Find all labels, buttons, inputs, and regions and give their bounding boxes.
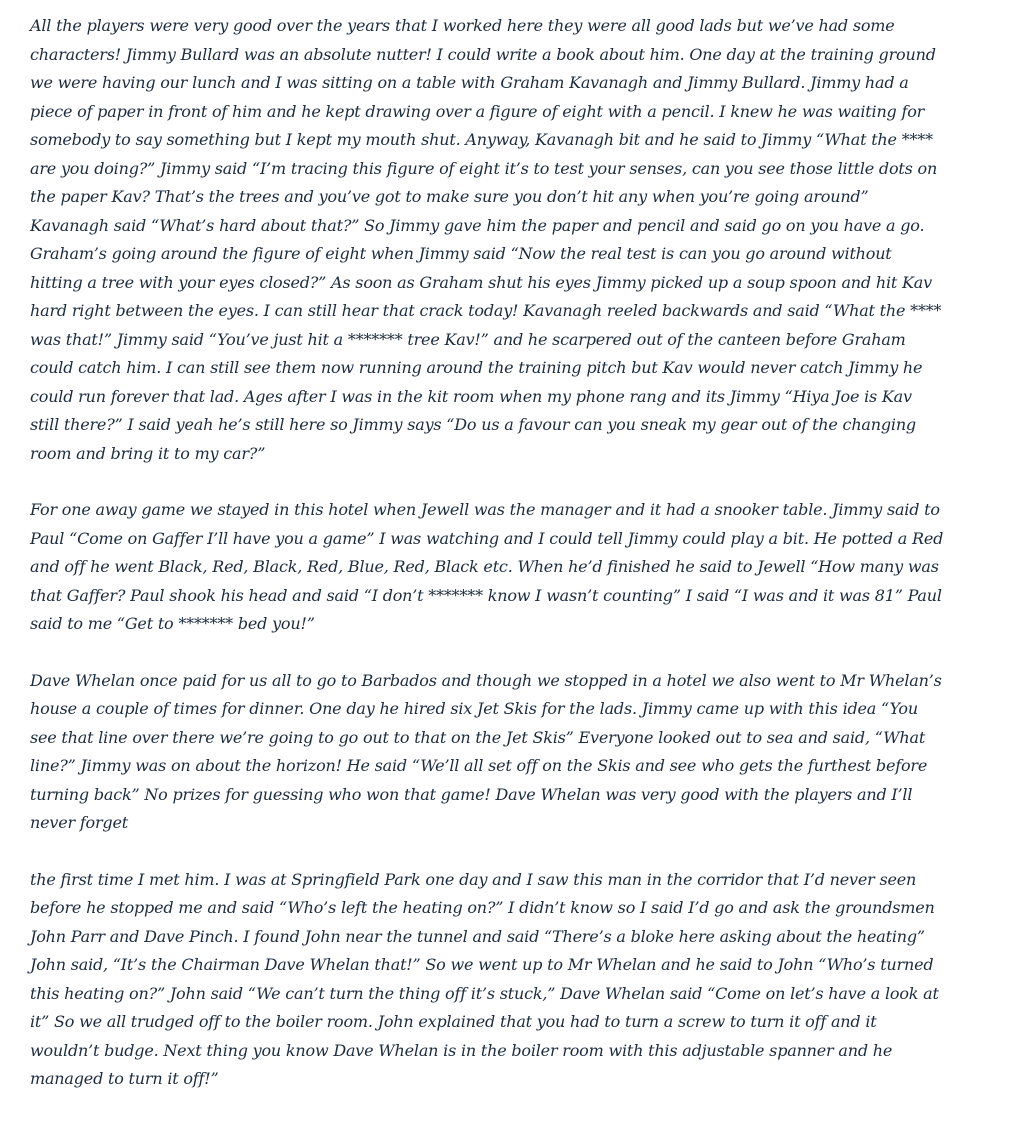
paragraph-bullard-kavanagh: All the players were very good over the years that I worked here they were all good lads but we’ve had some characters! Jimmy Bullard was an absolute nutter! I could write a book about him. One day at the training ground we were having our lunch and I was sitting on a table with Graham Kavanagh and Jimmy Bullard. Jimmy had a piece of paper in front of him and he kept drawing over a figure of eight with a pencil. I knew he was waiting for somebody to say something but I kept my mouth shut. Anyway, Kavanagh bit and he said to Jimmy “What the **** are you doing?” Jimmy said “I’m tracing this figure of eight it’s to test your senses, can you see those little dots on the paper Kav? That’s the trees and you’ve got to make sure you don’t hit any when you’re going around” Kavanagh said “What’s hard about that?” So Jimmy gave him the paper and pencil and said go on you have a go. Graham’s going around the figure of eight when Jimmy said “Now the real test is can you go around without hitting a tree with your eyes closed?” As soon as Graham shut his eyes Jimmy picked up a soup spoon and hit Kav hard right between the eyes. I can still hear that crack today! Kavanagh reeled backwards and said “What the **** was that!” Jimmy said “You’ve just hit a ******* tree Kav!” and he scarpered out of the canteen before Graham could catch him. I can still see them now running around the training pitch but Kav would never catch Jimmy he could run forever that lad. Ages after I was in the kit room when my phone rang and its Jimmy “Hiya Joe is Kav still there?” I said yeah he’s still here so Jimmy says “Do us a favour can you sneak my gear out of the changing room and bring it to my car?” bbox=[30, 16, 942, 463]
paragraph-snooker: For one away game we stayed in this hotel when Jewell was the manager and it had a snooker table. Jimmy said to Paul “Come on Gaffer I’ll have you a game” I was watching and I could tell Jimmy could play a bit. He potted a Red and off he went Black, Red, Black, Red, Blue, Red, Black etc. When he’d finished he said to Jewell “How many was that Gaffer? Paul shook his head and said “I don’t ******* know I wasn’t counting” I said “I was and it was 81” Paul said to me “Get to ******* bed you!” bbox=[30, 500, 944, 633]
article-body bbox=[30, 12, 945, 1122]
paragraph-barbados: Dave Whelan once paid for us all to go to Barbados and though we stopped in a hotel we also went to Mr Whelan’s house a couple of times for dinner. One day he hired six Jet Skis for the lads. Jimmy came up with this idea “You see that line over there we’re going to go out to that on the Jet Skis” Everyone looked out to sea and said, “What line?” Jimmy was on about the horizon! He said “We’ll all set off on the Skis and see who gets the furthest before turning back” No prizes for guessing who won that game! Dave Whelan was very good with the players and I’ll never forget bbox=[30, 670, 942, 832]
paragraph-heating: the first time I met him. I was at Springfield Park one day and I saw this man in the corridor that I’d never seen before he stopped me and said “Who’s left the heating on?” I didn’t know so I said I’d go and ask the groundsmen John Parr and Dave Pinch. I found John near the tunnel and said “There’s a bloke here asking about the heating” John said, “It’s the Chairman Dave Whelan that!” So we went up to Mr Whelan and he said to John “Who’s turned this heating on?” John said “We can’t turn the thing off it’s stuck,” Dave Whelan said “Come on let’s have a look at it” So we all trudged off to the boiler room. John explained that you had to turn a screw to turn it off and it wouldn’t budge. Next thing you know Dave Whelan is in the boiler room with this adjustable spanner and he managed to turn it off!” bbox=[30, 869, 939, 1088]
